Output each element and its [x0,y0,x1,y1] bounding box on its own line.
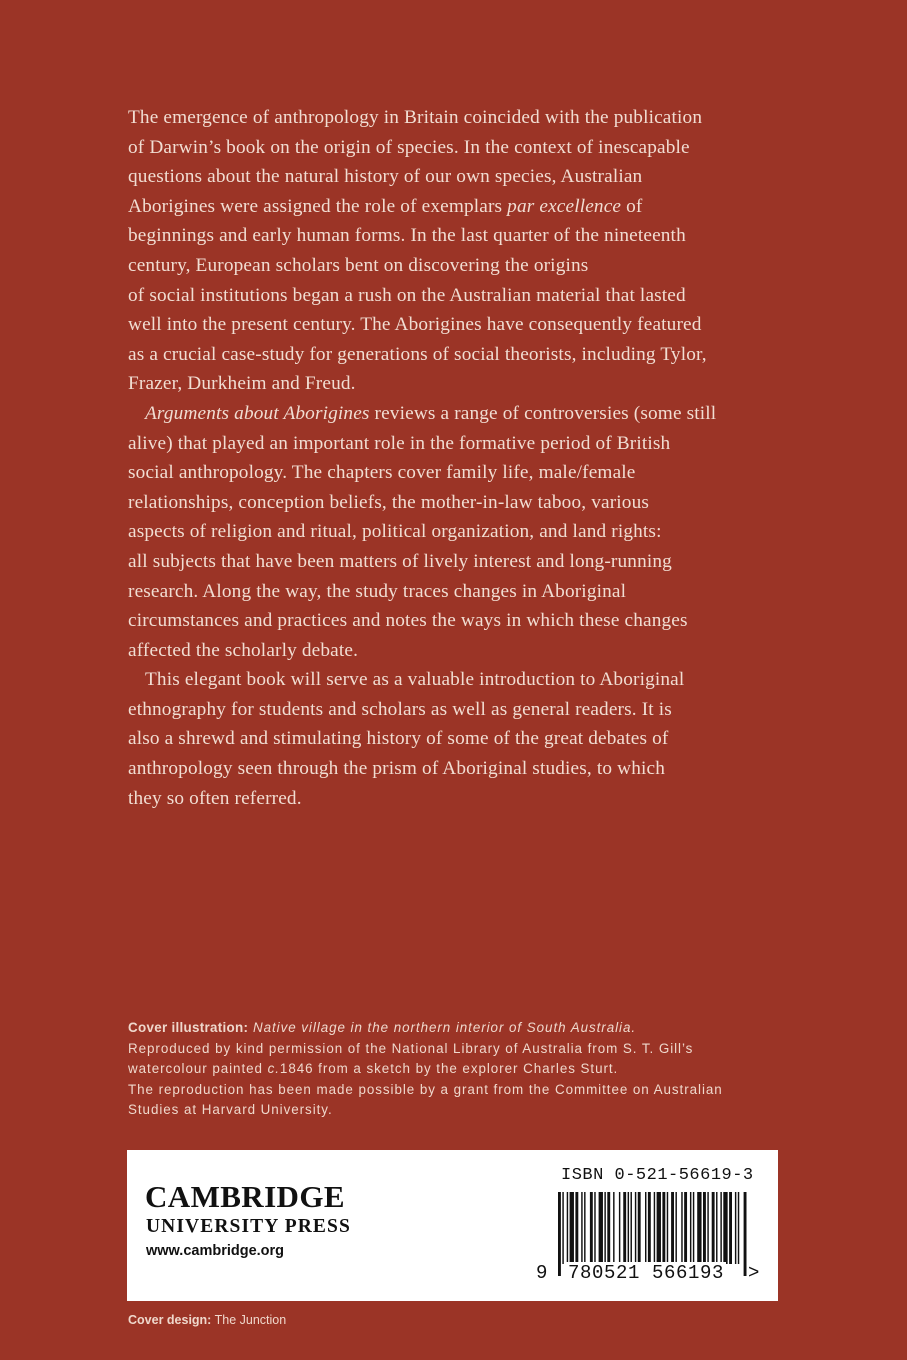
barcode-bar [693,1192,694,1264]
barcode-bar [607,1192,610,1264]
barcode-bar [720,1192,721,1264]
barcode-bar [635,1192,636,1264]
credits-line: Studies at Harvard University. [128,1102,333,1118]
barcode-bar [567,1192,568,1264]
blurb-line: relationships, conception beliefs, the mother-in-law taboo, various [128,491,650,513]
credits-line: The reproduction has been made possible by a grant from the Committee on Australian [128,1081,723,1097]
blurb-line: research. Along the way, the study traces changes in Aboriginal [128,580,627,602]
blurb-line: all subjects that have been matters of lively interest and long-running [128,550,672,572]
barcode-bar [623,1192,626,1264]
barcode-bar [604,1192,605,1264]
publisher-barcode-panel [127,1150,778,1301]
barcode-bar [681,1192,682,1264]
blurb-line: This elegant book will serve as a valuable introduction to Aboriginal [145,669,685,691]
publisher-logo-sub: UNIVERSITY PRESS [146,1216,351,1237]
cover-illustration-title: Native village in the northern interior of South Australia. [252,1020,637,1035]
barcode-bar [657,1192,661,1264]
blurb-line: also a shrewd and stimulating history of some of the great debates of [128,728,669,750]
barcode-bar [671,1192,674,1264]
blurb-line: as a crucial case-study for generations of social theorists, including Tylor, [128,343,707,365]
blurb-line: anthropology seen through the prism of Aboriginal studies, to which [128,758,665,780]
blurb-line [128,192,788,222]
circa-abbrev: c. [267,1061,280,1077]
credits-text: 1846 from a sketch by the explorer Charles Sturt. [279,1061,619,1077]
blurb-line: questions about the natural history of our own species, Australian [128,166,643,188]
publisher-logo-name: CAMBRIDGE [145,1179,345,1214]
barcode-bar [570,1192,574,1264]
barcode-bar [675,1192,676,1264]
barcode-bar [744,1192,747,1276]
blurb-line: well into the present century. The Aborigines have consequently featured [128,314,702,336]
barcode-bar [707,1192,708,1264]
barcode-bar [738,1192,739,1264]
barcode-bar [638,1192,641,1264]
cover-design-value: The Junction [214,1313,287,1327]
blurb-line: circumstances and practices and notes the ways in which these changes [128,610,688,632]
blurb-line: ethnography for students and scholars as well as general readers. It is [128,698,672,720]
blurb-paragraph-1 [128,103,788,399]
blurb-line: The emergence of anthropology in Britain coincided with the publication [128,107,703,128]
ean-digits: 780521 566193 [568,1262,725,1284]
barcode-bar [562,1192,563,1264]
barcode-bar [613,1192,614,1264]
barcode-bar [684,1192,687,1264]
barcode-bar [594,1192,595,1264]
blurb-line: social anthropology. The chapters cover family life, male/female [128,462,636,484]
credits-line: Reproduced by kind permission of the National Library of Australia from S. T. Gill’s [128,1040,694,1056]
blurb-line: alive) that played an important role in the formative period of British [128,432,671,454]
cover-credits [128,1018,808,1121]
book-title-italic: Arguments about Aborigines [145,402,370,424]
credits-line [128,1018,808,1039]
barcode-bar [723,1192,727,1264]
blurb-text: reviews a range of controversies (some still [369,402,717,424]
blurb-line: they so often referred. [128,787,302,809]
barcode-bar [735,1192,736,1264]
barcode-bar [690,1192,691,1264]
barcode-bar [667,1192,668,1264]
barcode-bar [619,1192,620,1264]
blurb-paragraph-2 [128,399,788,665]
blurb-line: of social institutions began a rush on the Australian material that lasted [128,284,686,306]
barcode-bar [558,1192,561,1276]
barcode-bar [662,1192,665,1264]
blurb-line: century, European scholars bent on discovering the origins [128,254,589,276]
blurb-line: of Darwin’s book on the origin of species. In the context of inescapable [128,136,690,158]
barcode-bar [631,1192,632,1264]
barcode-bar [648,1192,651,1264]
barcode-bar [590,1192,593,1264]
isbn-number: ISBN 0-521-56619-3 [561,1166,754,1185]
blurb-line: beginnings and early human forms. In the last quarter of the nineteenth [128,225,686,247]
credits-line [128,1059,808,1080]
barcode-bar [716,1192,717,1264]
barcode-bar [575,1192,578,1264]
blurb-line: Frazer, Durkheim and Freud. [128,373,356,395]
blurb-line: affected the scholarly debate. [128,639,359,661]
blurb-line [128,399,788,429]
cover-design-label: Cover design: [128,1313,212,1327]
barcode-bar [697,1192,701,1264]
publisher-url: www.cambridge.org [146,1243,285,1259]
barcode [536,1192,768,1292]
cover-illustration-label: Cover illustration: [128,1020,249,1035]
ean-arrow: > [748,1262,760,1284]
barcode-bar [645,1192,646,1264]
barcode-bar [729,1192,732,1264]
barcode-bar [703,1192,706,1264]
credits-text: watercolour painted [128,1061,268,1077]
ean-first-digit: 9 [536,1262,548,1284]
blurb-text: Aborigines were assigned the role of exemplars [128,195,508,217]
book-description [128,103,788,813]
blurb-text: of [621,195,643,217]
barcode-bar [712,1192,715,1264]
barcode-bar [581,1192,582,1264]
blurb-paragraph-3 [128,665,788,813]
barcode-bar [599,1192,603,1264]
barcode-bar [584,1192,585,1264]
barcode-bar [628,1192,629,1264]
italic-phrase: par excellence [507,195,622,217]
blurb-line: aspects of religion and ritual, political organization, and land rights: [128,521,662,543]
cover-design-credit [128,1312,286,1328]
